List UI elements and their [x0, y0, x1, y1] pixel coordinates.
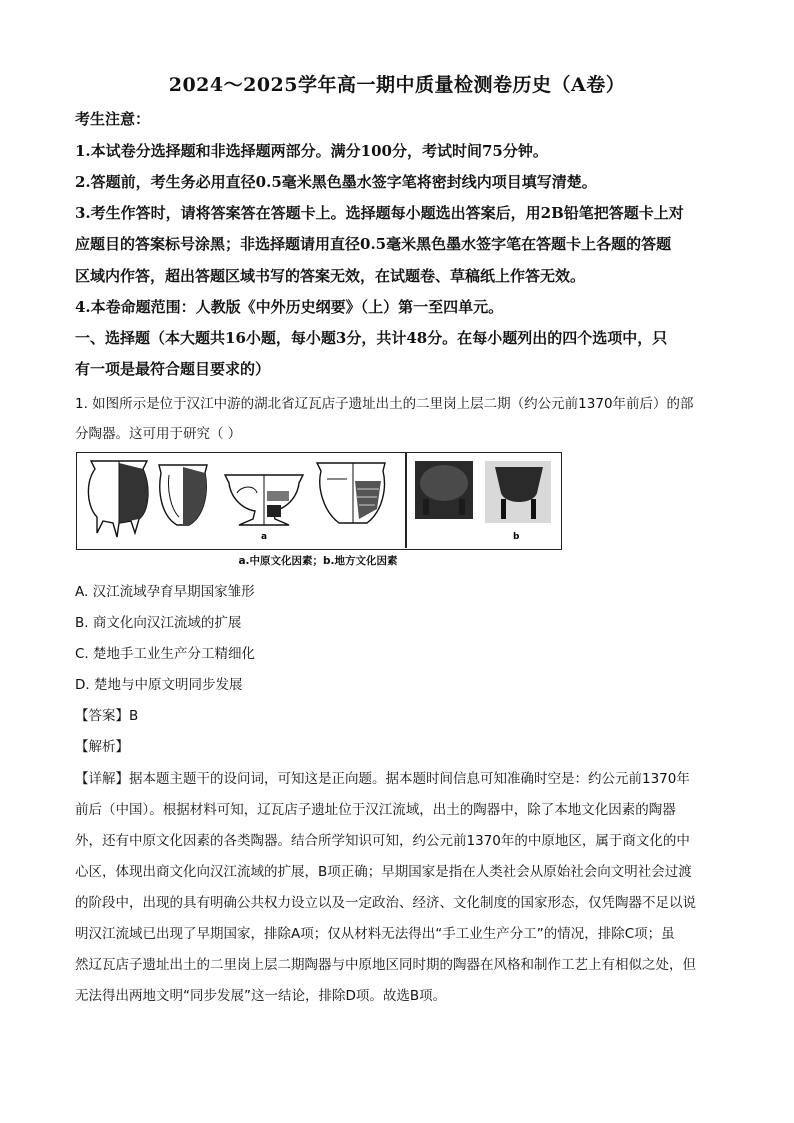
section-heading: 一、选择题（本大题共16小题，每小题3分，共计48分。在每小题列出的四个选项中，只: [75, 329, 668, 347]
pottery-figure: [76, 452, 562, 550]
notice-item-3: 3.考生作答时，请将答案答在答题卡上。选择题每小题选出答案后，用2B铅笔把答题卡上对: [75, 204, 684, 222]
notice-item-4: 4.本卷命题范围：人教版《中外历史纲要》（上）第一至四单元。: [75, 298, 504, 316]
detail-line-3: 外，还有中原文化因素的各类陶器。结合所学知识可知，约公元前1370年的中原地区，属于商文化的中: [75, 833, 690, 849]
option-d: D. 楚地与中原文明同步发展: [75, 677, 243, 693]
option-c: C. 楚地手工业生产分工精细化: [75, 646, 256, 662]
question-stem: 1. 如图所示是位于汉江中游的湖北省辽瓦店子遗址出土的二里岗上层二期（约公元前1370年前后）的部: [75, 396, 694, 412]
analysis-label: 【解析】: [75, 739, 129, 755]
section-heading-cont: 有一项是最符合题目要求的）: [75, 360, 271, 378]
notice-heading: 考生注意：: [75, 110, 151, 128]
detail-line-1: 【详解】据本题主题干的设问词，可知这是正向题。据本题时间信息可知准确时空是：约公元前1370年: [75, 771, 690, 787]
detail-line-7: 然辽瓦店子遗址出土的二里岗上层二期陶器与中原地区同时期的陶器在风格和制作工艺上有相似之处，但: [75, 957, 696, 973]
question-stem-cont: 分陶器。这可用于研究（ ）: [75, 426, 242, 442]
detail-line-4: 心区，体现出商文化向汉江流域的扩展，B项正确；早期国家是指在人类社会从原始社会向文明社会过渡: [75, 864, 692, 880]
pottery-drawing-1: [88, 461, 148, 537]
notice-item-1: 1.本试卷分选择题和非选择题两部分。满分100分，考试时间75分钟。: [75, 142, 548, 160]
answer-label: 【答案】B: [75, 708, 139, 724]
pottery-illustration: [77, 453, 561, 549]
notice-item-2: 2.答题前，考生务必用直径0.5毫米黑色墨水签字笔将密封线内项目填写清楚。: [75, 173, 597, 191]
figure-divider: [405, 452, 407, 548]
option-b: B. 商文化向汉江流域的扩展: [75, 615, 242, 631]
figure-caption: a.中原文化因素；b.地方文化因素: [238, 555, 398, 567]
option-a: A. 汉江流域孕育早期国家雏形: [75, 584, 255, 600]
pottery-drawing-3: [225, 475, 303, 542]
pottery-drawing-4: [317, 463, 385, 523]
notice-item-3-cont2: 区域内作答，超出答题区域书写的答案无效，在试题卷、草稿纸上作答无效。: [75, 267, 586, 285]
detail-line-5: 的阶段中，出现的具有明确公共权力设立以及一定政治、经济、文化制度的国家形态，仅凭陶器不足以说: [75, 895, 696, 911]
figure-label-b: b: [513, 532, 520, 542]
notice-item-3-cont1: 应题目的答案标号涂黑；非选择题请用直径0.5毫米黑色墨水签字笔在答题卡上各题的答题: [75, 235, 672, 253]
figure-label-a: a: [261, 532, 268, 542]
pottery-photo-1: [415, 461, 473, 519]
detail-line-8: 无法得出两地文明“同步发展”这一结论，排除D项。故选B项。: [75, 988, 447, 1004]
pottery-photo-2: [485, 461, 551, 542]
detail-line-2: 前后（中国）。根据材料可知，辽瓦店子遗址位于汉江流域，出土的陶器中，除了本地文化因素的陶器: [75, 802, 676, 818]
detail-line-6: 明汉江流域已出现了早期国家，排除A项；仅从材料无法得出“手工业生产分工”的情况，排除C项；虽: [75, 926, 675, 942]
page-title: 2024～2025学年高一期中质量检测卷历史（A卷）: [168, 74, 626, 96]
pottery-drawing-2: [159, 465, 207, 525]
